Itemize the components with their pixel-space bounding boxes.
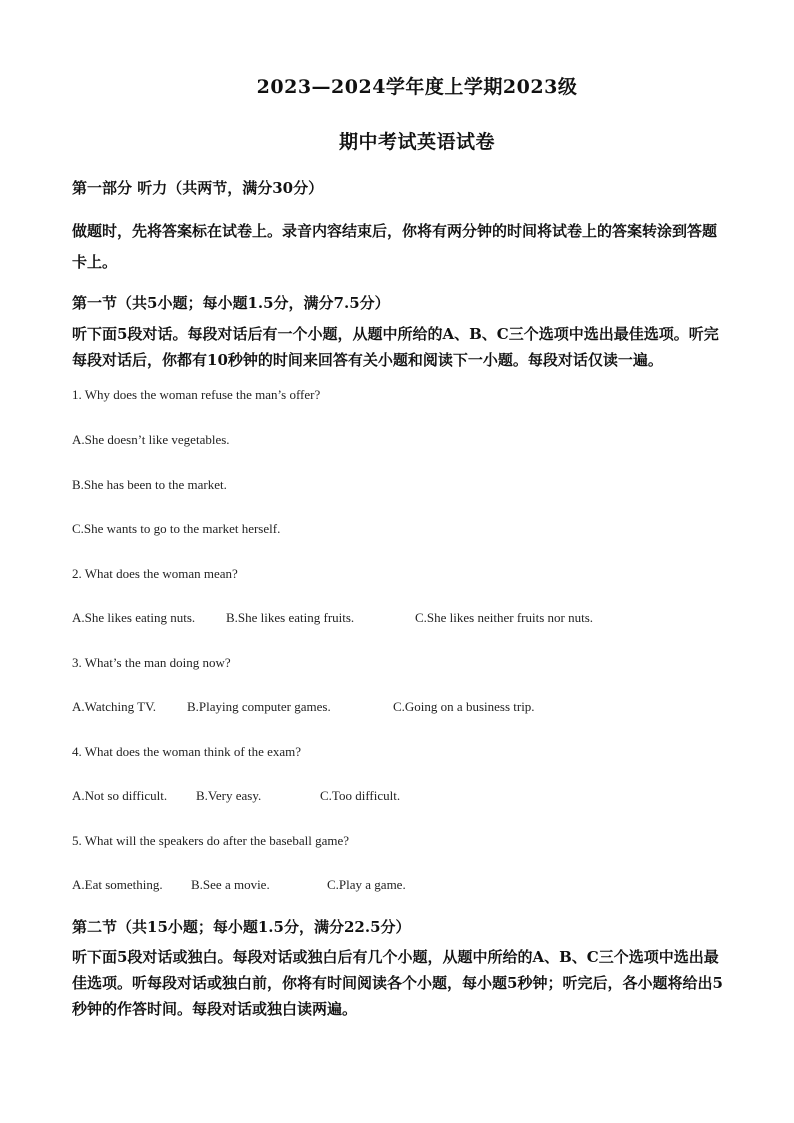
exam-title-subject: 期中考试英语试卷 xyxy=(338,131,495,153)
q3-option-c: C.Going on a business trip. xyxy=(393,699,535,714)
q3-option-a: A.Watching TV. xyxy=(72,699,157,714)
question-4: 4. What does the woman think of the exam? xyxy=(72,744,302,759)
q4-option-b: B.Very easy. xyxy=(196,788,262,803)
part1-instruction: 做题时，先将答案标在试卷上。录音内容结束后，你将有两分钟的时间将试卷上的答案转涂到答题卡上。 xyxy=(72,222,718,271)
exam-title-year: 2023—2024学年度上学期2023级 xyxy=(256,76,578,98)
q3-option-b: B.Playing computer games. xyxy=(187,699,331,714)
q1-option-c: C.She wants to go to the market herself. xyxy=(72,521,281,536)
question-2: 2. What does the woman mean? xyxy=(72,566,238,581)
q2-option-a: A.She likes eating nuts. xyxy=(72,610,196,625)
q4-option-a: A.Not so difficult. xyxy=(72,788,168,803)
q5-option-a: A.Eat something. xyxy=(72,877,163,892)
question-1: 1. Why does the woman refuse the man’s offer? xyxy=(72,387,321,402)
q2-option-c: C.She likes neither fruits nor nuts. xyxy=(415,610,594,625)
q1-option-a: A.She doesn’t like vegetables. xyxy=(72,432,230,447)
q1-option-b: B.She has been to the market. xyxy=(72,477,227,492)
section2-heading: 第二节（共15小题；每小题1.5分，满分22.5分） xyxy=(72,918,411,936)
section1-heading: 第一节（共5小题；每小题1.5分，满分7.5分） xyxy=(72,294,390,312)
q5-option-b: B.See a movie. xyxy=(191,877,270,892)
section1-instruction: 听下面5段对话。每段对话后有一个小题，从题中所给的A、B、C三个选项中选出最佳选项。听完每段对话后，你都有10秒钟的时间来回答有关小题和阅读下一小题。每段对话仅读一遍。 xyxy=(72,325,719,369)
question-3: 3. What’s the man doing now? xyxy=(72,655,231,670)
q4-option-c: C.Too difficult. xyxy=(320,788,401,803)
q5-option-c: C.Play a game. xyxy=(327,877,406,892)
question-5: 5. What will the speakers do after the baseball game? xyxy=(72,833,349,848)
q2-option-b: B.She likes eating fruits. xyxy=(226,610,355,625)
section2-instruction: 听下面5段对话或独白。每段对话或独白后有几个小题，从题中所给的A、B、C三个选项中选出最佳选项。听每段对话或独白前，你将有时间阅读各个小题，每小题5秒钟；听完后，各小题将给出5秒钟的作答时间。每段对话或独白读两遍。 xyxy=(72,948,723,1018)
part1-heading: 第一部分 听力（共两节，满分30分） xyxy=(72,179,324,197)
